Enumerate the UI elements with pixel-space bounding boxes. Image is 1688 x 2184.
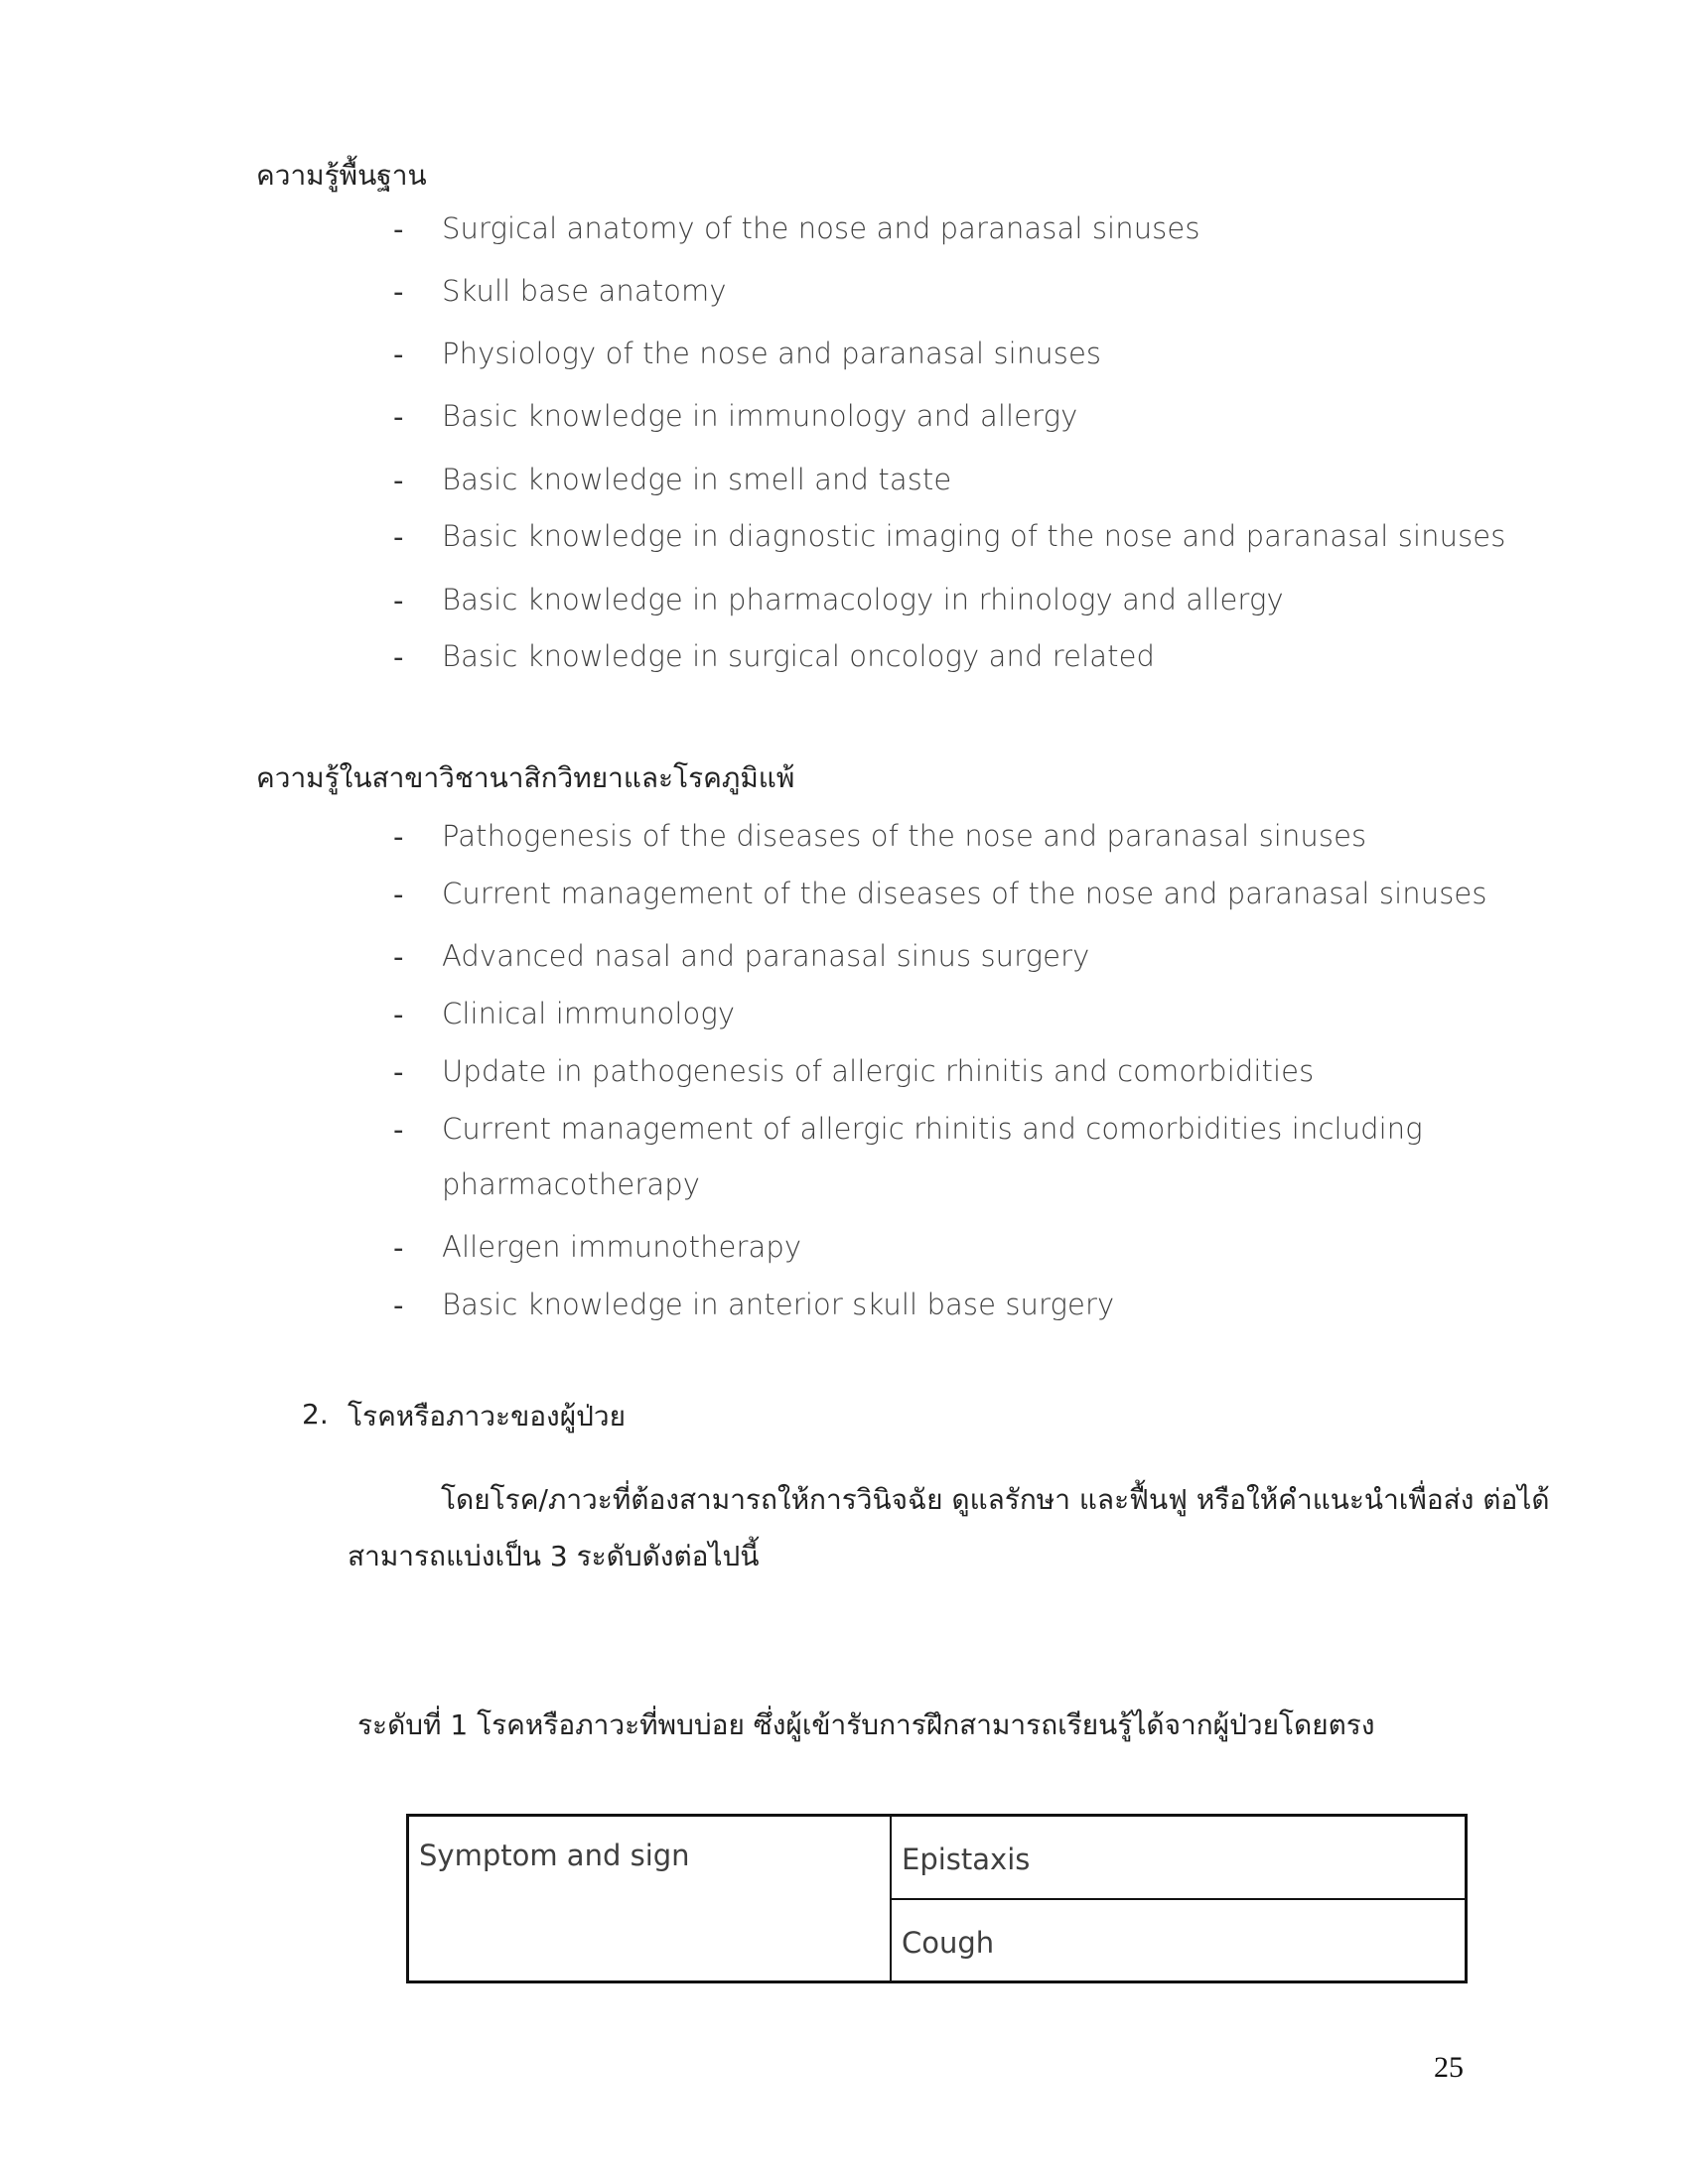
table-cell bbox=[891, 1899, 1467, 1982]
bullet-dash: - bbox=[393, 338, 404, 371]
bullet-dash: - bbox=[393, 1289, 404, 1322]
section2-paragraph-line2: สามารถแบ่งเป็น 3 ระดับดังต่อไปนี้ bbox=[348, 1540, 760, 1572]
list-item: Basic knowledge in smell and taste bbox=[442, 463, 952, 496]
page-number: 25 bbox=[1434, 2051, 1464, 2084]
list-item: Basic knowledge in immunology and allergy bbox=[442, 399, 1078, 433]
bullet-dash: - bbox=[393, 1113, 404, 1147]
bullet-dash: - bbox=[393, 998, 404, 1031]
section-basic-heading: ความรู้พื้นฐาน bbox=[256, 159, 427, 192]
symptom-table bbox=[406, 1814, 1468, 1983]
list-item: Advanced nasal and paranasal sinus surgery bbox=[442, 939, 1090, 973]
table-cell bbox=[891, 1816, 1467, 1899]
list-item: Current management of the diseases of the nose and paranasal sinuses bbox=[442, 877, 1487, 910]
bullet-dash: - bbox=[393, 464, 404, 497]
list-item: Allergen immunotherapy bbox=[442, 1230, 802, 1264]
list-item: Update in pathogenesis of allergic rhinitis and comorbidities bbox=[442, 1054, 1315, 1088]
section-specialty-heading: ความรู้ในสาขาวิชานาสิกวิทยาและโรคภูมิแพ้ bbox=[256, 761, 795, 794]
table-cell-value: Epistaxis bbox=[902, 1843, 1031, 1876]
bullet-dash: - bbox=[393, 275, 404, 309]
section2-number: 2. bbox=[302, 1398, 329, 1431]
list-item: Physiology of the nose and paranasal sinuses bbox=[442, 337, 1102, 370]
list-item: Skull base anatomy bbox=[442, 274, 727, 308]
bullet-dash: - bbox=[393, 584, 404, 617]
level1-description: ระดับที่ 1 โรคหรือภาวะที่พบบ่อย ซึ่งผู้เข้ารับการฝึกสามารถเรียนรู้ได้จากผู้ป่วยโดยตรง bbox=[357, 1708, 1375, 1741]
table-cell-category bbox=[408, 1816, 892, 1982]
bullet-dash: - bbox=[393, 940, 404, 974]
section2-paragraph-line1: โดยโรค/ภาวะที่ต้องสามารถให้การวินิจฉัย ดูแลรักษา และฟื้นฟู หรือให้คำแนะนำเพื่อส่ง ต่อได้ bbox=[441, 1483, 1550, 1516]
section2-title: โรคหรือภาวะของผู้ป่วย bbox=[348, 1400, 626, 1433]
list-item: Basic knowledge in diagnostic imaging of the nose and paranasal sinuses bbox=[442, 519, 1506, 553]
bullet-dash: - bbox=[393, 400, 404, 434]
list-item: Pathogenesis of the diseases of the nose and paranasal sinuses bbox=[442, 819, 1367, 853]
list-item: Surgical anatomy of the nose and paranasal sinuses bbox=[442, 211, 1200, 245]
list-item: Basic knowledge in surgical oncology and related bbox=[442, 639, 1156, 673]
bullet-dash: - bbox=[393, 1231, 404, 1265]
bullet-dash: - bbox=[393, 1055, 404, 1089]
bullet-dash: - bbox=[393, 640, 404, 674]
bullet-dash: - bbox=[393, 212, 404, 246]
bullet-dash: - bbox=[393, 820, 404, 854]
table-cell-label: Symptom and sign bbox=[419, 1839, 690, 1872]
list-item: Current management of allergic rhinitis and comorbidities including bbox=[442, 1112, 1423, 1146]
list-item: Basic knowledge in pharmacology in rhinology and allergy bbox=[442, 583, 1284, 616]
bullet-dash: - bbox=[393, 878, 404, 911]
bullet-dash: - bbox=[393, 520, 404, 554]
list-item: Clinical immunology bbox=[442, 997, 736, 1030]
table-cell-value: Cough bbox=[902, 1925, 995, 1960]
list-item-continuation: pharmacotherapy bbox=[442, 1167, 701, 1201]
list-item: Basic knowledge in anterior skull base surgery bbox=[442, 1288, 1115, 1321]
